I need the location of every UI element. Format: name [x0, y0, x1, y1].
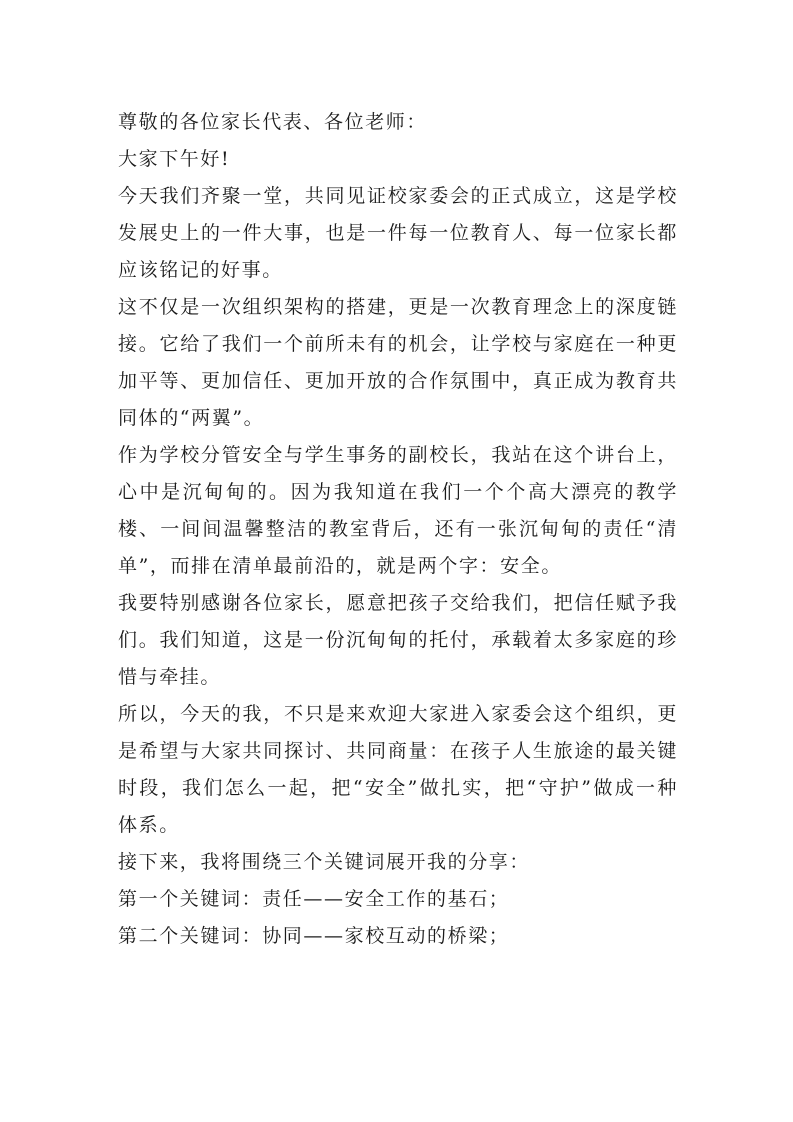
paragraph-significance: 这不仅是一次组织架构的搭建，更是一次教育理念上的深度链接。它给了我们一个前所未有的机会，让学校与家庭在一种更加平等、更加信任、更加开放的合作氛围中，真正成为教育共同体的“两翼”。: [118, 296, 678, 429]
paragraph-purpose: 所以，今天的我，不只是来欢迎大家进入家委会这个组织，更是希望与大家共同探讨、共同商量：在孩子人生旅途的最关键时段，我们怎么一起，把“安全”做扎实，把“守护”做成一种体系。: [118, 703, 678, 836]
paragraph-responsibility: 作为学校分管安全与学生事务的副校长，我站在这个讲台上，心中是沉甸甸的。因为我知道在我们一个个高大漂亮的教学楼、一间间温馨整洁的教室背后，还有一张沉甸甸的责任“清单”，而排在清单最前沿的，就是两个字：安全。: [118, 444, 678, 577]
paragraph-intro: 今天我们齐聚一堂，共同见证校家委会的正式成立，这是学校发展史上的一件大事，也是一件每一位教育人、每一位家长都应该铭记的好事。: [118, 185, 678, 281]
paragraph-thanks: 我要特别感谢各位家长，愿意把孩子交给我们，把信任赋予我们。我们知道，这是一份沉甸甸的托付，承载着太多家庭的珍惜与牵挂。: [118, 592, 678, 688]
salutation: 尊敬的各位家长代表、各位老师：: [118, 111, 428, 133]
keyword-item-2: 第二个关键词：协同——家校互动的桥梁；: [118, 925, 510, 947]
paragraph-outline-intro: 接下来，我将围绕三个关键词展开我的分享：: [118, 851, 531, 873]
keyword-item-1: 第一个关键词：责任——安全工作的基石；: [118, 888, 510, 910]
document-page: [118, 104, 678, 955]
greeting: 大家下午好!: [118, 148, 231, 170]
